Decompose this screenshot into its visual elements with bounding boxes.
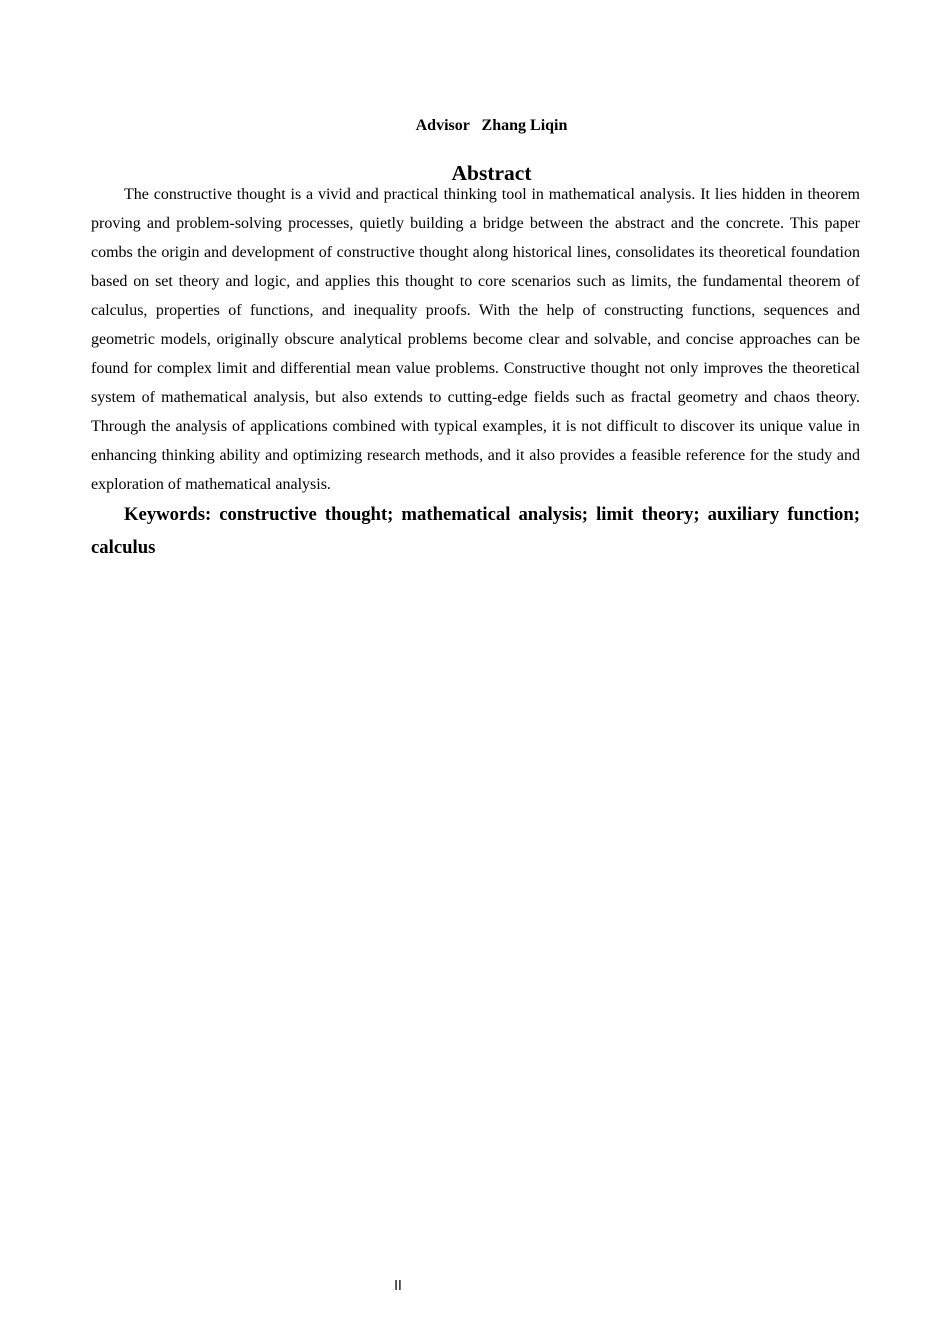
advisor-label: Advisor — [415, 117, 470, 134]
advisor-name: Zhang Liqin — [481, 117, 568, 134]
abstract-body: The constructive thought is a vivid and practical thinking tool in mathematical analysis. It lies hidden in theorem proving and problem-solving processes, quietly building a bridge between the abstract and the concrete. This paper combs the origin and development of constructive thought along historical lines, consolidates its theoretical foundation based on set theory and logic, and applies this thought to core scenarios such as limits, the fundamental theorem of calculus, properties of functions, and inequality proofs. With the help of constructing functions, sequences and geometric models, originally obscure analytical problems become clear and solvable, and concise approaches can be found for complex limit and differential mean value problems. Constructive thought not only improves the theoretical system of mathematical analysis, but also extends to cutting-edge fields such as fractal geometry and chaos theory. Through the analysis of applications combined with typical examples, it is not difficult to discover its unique value in enhancing thinking ability and optimizing research methods, and it also provides a feasible reference for the study and exploration of mathematical analysis. — [91, 186, 860, 493]
advisor-line — [0, 116, 950, 136]
keywords-label: Keywords: — [124, 504, 212, 525]
keywords-text: constructive thought; mathematical analysis; limit theory; auxiliary function; calculus — [91, 504, 861, 558]
keywords-paragraph — [91, 498, 860, 564]
abstract-heading: Abstract — [451, 161, 532, 185]
page-number: II — [394, 1279, 402, 1294]
